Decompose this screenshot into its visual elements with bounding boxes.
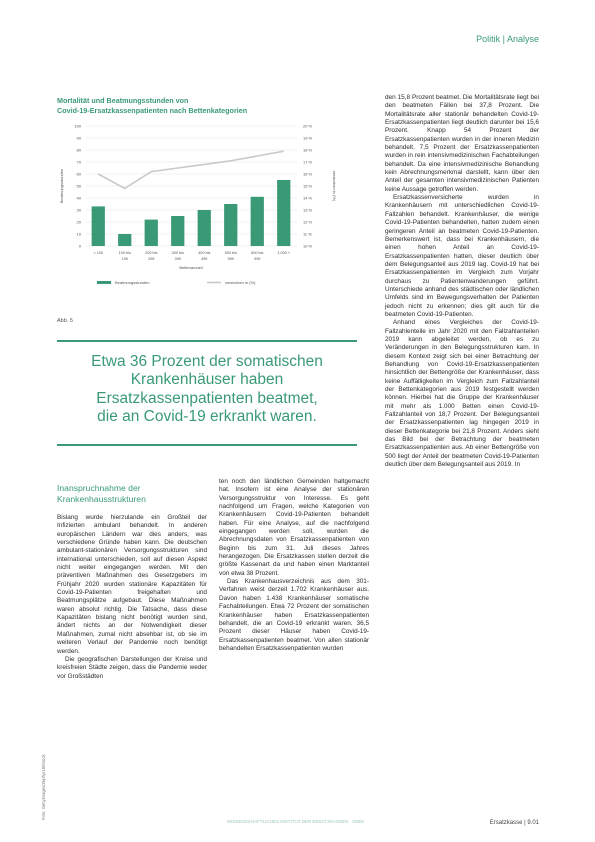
y-tick-label-right: 17 % [303,159,313,165]
paragraph: ten noch den ländlichen Gemeinden haltgemacht hat. Insofern ist eine Analyse der stationären Versorgungsstruktur von Interesse. Es geht nachfolgend um Fragen, welche Kategorien von Krankenhäusern Covid-19-Patienten behandelt haben. Für eine Analyse, auf die nachfolgend eingegangen werden soll, wurden die Abrechnungsdaten von Ersatzkassenpatienten von Beginn bis zum 31. Juli dieses Jahres herangezogen. Die Ersatzkassen stellen derzeit die größte Kassenart da und haben einen Marktanteil von etwa 38 Prozent. [219,478,369,577]
x-tick-label: < 100 [93,251,104,255]
y-tick-label-left: 30 [76,207,81,213]
y-axis-title-right: verstorben in (%) [332,170,337,202]
chart-title [57,96,357,116]
y-tick-label-left: 50 [76,183,81,189]
footer-line: WISSENSCHAFTLICHES INSTITUT DER ERSATZKASSEN · VDEK [227,819,365,824]
text-column-right [385,94,539,469]
pull-quote-line: Ersatzkassenpatienten beatmet, [96,389,318,407]
pull-quote [57,353,357,427]
legend-swatch-bar [97,281,111,284]
y-tick-label-right: 16 % [303,171,313,177]
y-tick-label-left: 80 [76,147,81,153]
bar [92,206,105,246]
x-tick-label: 400 bis 499 [198,251,211,261]
quote-top-rule [57,340,357,342]
y-tick-label-left: 60 [76,171,81,177]
bar [224,204,237,246]
bar [118,234,131,246]
y-tick-label-right: 19 % [303,135,313,141]
x-tick-label: 1.000 + [277,251,291,255]
header-breadcrumb: Politik | Analyse [476,34,539,44]
paragraph: Das Krankenhausverzeichnis aus dem 301-Verfahren weist derzeit 1.702 Krankenhäuser aus. Davon haben 1.438 Krankenhäuser somatische Fachabteilungen. Etwa 72 Prozent der somatischen Krankenhäuser haben Ersatzkassenpatienten behandelt, die an Covid-19 erkrankt waren. 36,5 Prozent dieser Häuser haben Covid-19-Ersatzkassenpatienten beatmet. Von allen stationär behandelten Ersatzkassenpatienten wurden [219,578,369,652]
y-tick-label-right: 11 % [303,231,312,237]
bar [277,180,290,246]
y-tick-label-right: 20 % [303,123,313,129]
bar [198,210,211,246]
y-tick-label-left: 10 [76,231,81,237]
legend-label-line: verstorben in (%) [225,280,256,285]
y-tick-label-right: 13 % [303,207,313,213]
mortality-line [98,151,284,188]
bar [145,220,158,246]
x-tick-label: 100 bis 199 [118,251,131,261]
y-tick-label-left: 20 [76,219,81,225]
y-tick-label-right: 14 % [303,195,313,201]
bar [171,216,184,246]
x-tick-label: 500 bis 599 [224,251,237,261]
section-heading: Inanspruchnahme der Krankenhausstrukturen [57,483,146,504]
y-tick-label-left: 40 [76,195,81,201]
y-tick-label-right: 10 % [303,243,313,249]
text-column-middle [219,478,369,653]
y-tick-label-left: 70 [76,159,81,165]
y-tick-label-left: 100 [74,123,81,129]
y-tick-label-right: 15 % [303,183,313,189]
chart-title-line-2: Covid-19-Ersatzkassenpatienten nach Bettenkategorien [57,106,248,115]
y-axis-title-left: Beatmungsstunden [59,168,64,204]
pull-quote-line: die an Covid-19 erkrankt waren. [97,408,317,426]
text-column-left [57,514,207,681]
mortality-ventilation-chart [57,120,357,310]
y-tick-label-left: 0 [78,243,81,249]
y-tick-label-left: 90 [76,135,81,141]
chart-title-line-1: Mortalität und Beatmungsstunden von [57,96,189,105]
pull-quote-line: Etwa 36 Prozent der somatischen [91,353,323,370]
paragraph: Ersatzkassenversicherte wurden in Krankenhäusern mit unterschiedlichen Covid-19-Fallzahlen behandelt. Krankenhäuser, die wenige Covid-19-Patienten behandelten, hatten zudem einen geringeren Anteil an beatmeten Covid-19-Patienten. Bemerkenswert ist, dass bei Krankenhäusern, die einen hohen Anteil an Covid-19-Ersatzkassenpatienten hatten, dieser deutlich über dem Belegungsanteil aus 2019 lag. Covid-19 hat bei Ersatzkassenpatienten im Vergleich zum Vorjahr durchaus zu Patientenwanderungen geführt. Unterschiede anhand des städtischen oder ländlichen Umfelds sind im Bewegungsverhalten der Patienten jedoch nicht zu erkennen; dies gilt auch für die beatmeten Covid-19-Patienten. [385,194,539,318]
x-tick-label: 300 bis 399 [171,251,184,261]
legend-label-bar: Beatmungsstunden [115,280,150,285]
paragraph: den 15,8 Prozent beatmet. Die Mortalitätsrate liegt bei den beatmeten Fällen bei 37,8 Prozent. Die Mortalitätsrate aller stationär behandelten Covid-19-Ersatzkassenpatienten liegt deutlich darunter bei 15,6 Prozent. Knapp 54 Prozent der Ersatzkassenpatienten wurden in der inneren Medizin behandelt. 7,5 Prozent der Ersatzkassenpatienten wurden in rein intensivmedizinischen Fachabteilungen behandelt. Da eine intensivmedizinische Behandlung kein Abrechnungsmerkmal darstellt, kann über den Anteil der gesamten intensivmedizinischen Patienten keine Aussage getroffen werden. [385,94,539,193]
paragraph: Die geografischen Darstellungen der Kreise und kreisfreien Städte zeigen, dass die Pandemie weder vor Großstädten [57,655,207,680]
x-tick-label: 600 bis 999 [251,251,264,261]
y-tick-label-right: 18 % [303,147,313,153]
pull-quote-line: Krankenhäuser haben [130,371,284,389]
paragraph: Bislang wurde hierzulande ein Großteil der Infizierten ambulant behandelt. In anderen europäischen Ländern war dies anders, was verschiedene Gründe haben kann. Die deutschen ambulant-stationären Versorgungsstrukturen sind international unterschieden, soll auf diesen Aspekt nicht weiter eingegangen werden. Mit den präventiven Maßnahmen des Gesetzgebers im Frühjahr 2020 wurden stationäre Kapazitäten für Covid-19-Patienten freigehalten und Beatmungsplätze aufgebaut. Diese Maßnahmen waren absolut richtig. Die Tatsache, dass diese Kapazitäten bislang nicht benötigt wurden sind, ändert nichts an der Notwendigkeit dieser Maßnahmen, zumal nicht absehbar ist, ob sie im weiteren Verlauf der Pandemie noch benötigt werden. [57,514,207,655]
x-tick-label: 200 bis 299 [145,251,158,261]
page-number: Ersatzkasse | 9.01 [489,820,539,826]
y-tick-label-right: 12 % [303,219,313,225]
bar [251,197,264,246]
figure-label: Abb. 5 [57,318,73,324]
photo-credit: Foto: Gettyimages/Zephyr18/iStock [41,754,46,820]
paragraph: Anhand eines Vergleiches der Covid-19-Fallzahlenteile im Jahr 2020 mit den Fallzahlanteilen 2019 kann abgeleitet werden, ob es zu Veränderungen in den Belegungsstrukturen kam. In diesem Kontext zeigt sich bei einer Betrachtung der Behandlung von Covid-19-Ersatzkassenpatienten hinsichtlich der Bettengröße der Krankenhäuser, dass keine Auffälligkeiten im Vergleich zum Fallzahlanteil der Bettenkategorien aus 2019 festgestellt werden können. Hierbei hat die Gruppe der Krankenhäuser mit mehr als 1.000 Betten einen Covid-19-Fallzahlanteil von 18,7 Prozent. Der Belegungsanteil der Ersatzkassenpatienten lag hingegen 2019 in dieser Bettenkategorie bei 21,8 Prozent. Anders sieht das Bild bei der Betrachtung der beatmeten Ersatzkassenpatienten aus. Ab einer Bettengröße von 500 liegt der Anteil der beatmeten Covid-19-Patienten deutlich über dem Belegungsanteil aus 2019. In [385,319,539,469]
x-axis-title: Bettenanzahl [179,265,203,270]
quote-bottom-rule [57,444,357,446]
